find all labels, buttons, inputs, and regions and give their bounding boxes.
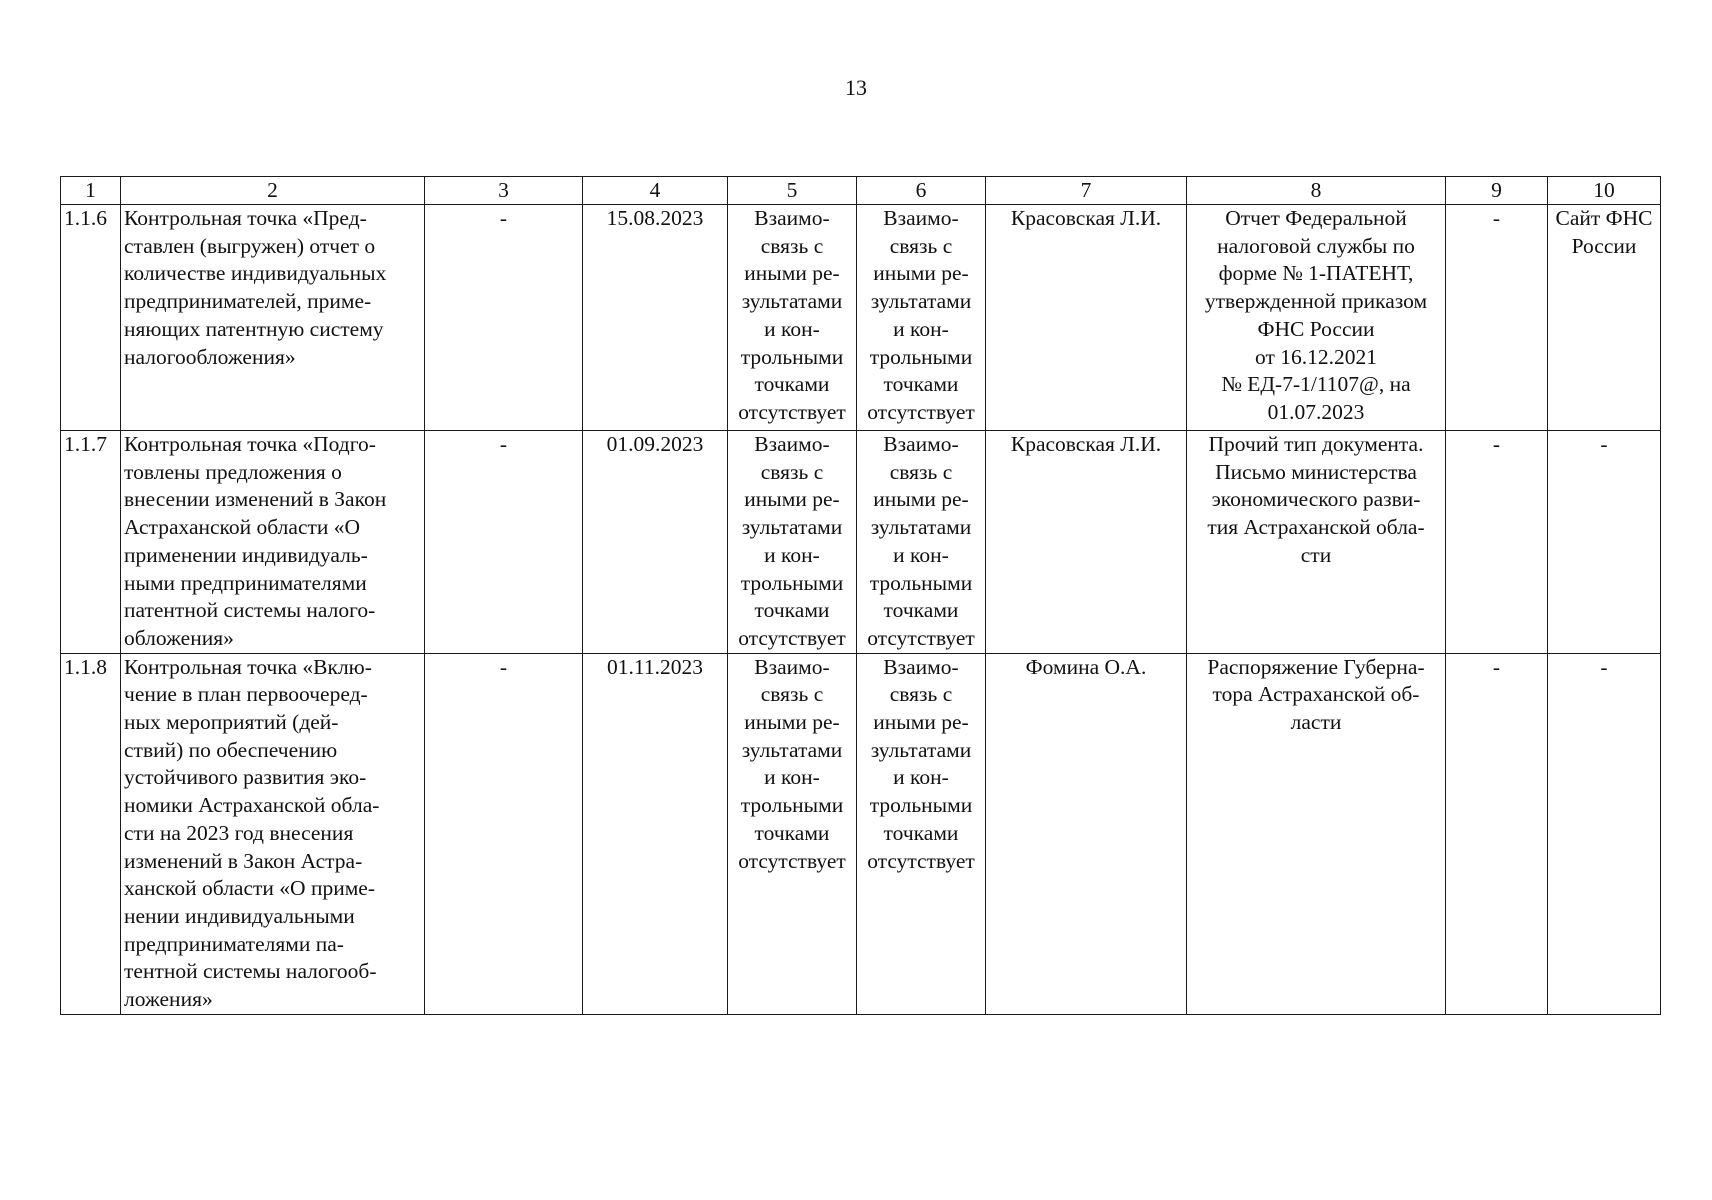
- text-line: Прочий тип документа.: [1208, 432, 1424, 456]
- plan-table: [60, 176, 1661, 1015]
- text-line: ласти: [1290, 710, 1342, 735]
- text-line: зультатами: [870, 737, 972, 762]
- row-description: [121, 653, 425, 1014]
- text-line: России: [1571, 233, 1637, 258]
- text-line: отсутствует: [738, 848, 846, 873]
- text-line: иными ре-: [873, 487, 969, 512]
- row-description: [121, 431, 425, 654]
- text-line: отсутствует: [738, 625, 846, 650]
- text-line: ными предпринимателями: [124, 570, 367, 595]
- text-line: сти: [1300, 542, 1332, 567]
- text-line: применении индивидуаль-: [124, 542, 368, 567]
- cell-col6: [857, 205, 986, 431]
- cell-responsible: Фомина О.А.: [986, 653, 1187, 1014]
- text-line: точками: [754, 372, 830, 397]
- text-line: трольными: [740, 570, 844, 595]
- text-line: Контрольная точка «Вклю-: [124, 654, 372, 679]
- cell-col9: -: [1446, 205, 1548, 431]
- table-row: [61, 205, 1661, 431]
- header-cell: 3: [425, 177, 583, 205]
- cell-col6: [857, 431, 986, 654]
- row-number: 1.1.8: [61, 653, 121, 1014]
- cell-col5: [728, 653, 857, 1014]
- cell-date: 15.08.2023: [583, 205, 728, 431]
- text-line: отсутствует: [867, 399, 975, 424]
- text-line: связь с: [760, 682, 824, 707]
- text-line: отсутствует: [738, 399, 846, 424]
- text-line: Взаимо-: [883, 206, 959, 230]
- text-line: ложения»: [124, 987, 213, 1012]
- cell-col3: -: [425, 431, 583, 654]
- text-line: и кон-: [893, 765, 949, 790]
- text-line: трольными: [869, 793, 973, 818]
- table-row: [61, 653, 1661, 1014]
- text-line: связь с: [889, 459, 953, 484]
- header-cell: 1: [61, 177, 121, 205]
- text-line: от 16.12.2021: [1255, 344, 1377, 369]
- text-line: Взаимо-: [754, 432, 830, 456]
- cell-date: 01.11.2023: [583, 653, 728, 1014]
- text-line: иными ре-: [873, 710, 969, 735]
- text-line: сти на 2023 год внесения: [124, 820, 354, 845]
- row-description: [121, 205, 425, 431]
- text-line: Сайт ФНС: [1555, 206, 1653, 230]
- text-line: трольными: [869, 344, 973, 369]
- cell-document: [1187, 205, 1446, 431]
- page-number: 13: [845, 75, 867, 100]
- cell-col10: [1548, 431, 1661, 654]
- text-line: предпринимателей, приме-: [124, 289, 372, 314]
- text-line: -: [1600, 654, 1608, 679]
- text-line: иными ре-: [744, 710, 840, 735]
- text-line: количестве индивидуальных: [124, 261, 387, 286]
- text-line: изменений в Закон Астра-: [124, 848, 363, 873]
- text-line: Взаимо-: [754, 206, 830, 230]
- header-cell: 9: [1446, 177, 1548, 205]
- cell-col10: [1548, 205, 1661, 431]
- text-line: чение в план первоочеред-: [124, 682, 368, 707]
- cell-responsible: Красовская Л.И.: [986, 205, 1187, 431]
- text-line: ставлен (выгружен) отчет о: [124, 233, 376, 258]
- cell-date: 01.09.2023: [583, 431, 728, 654]
- text-line: № ЕД-7-1/1107@, на: [1221, 372, 1411, 397]
- text-line: экономического разви-: [1211, 487, 1421, 512]
- text-line: тия Астраханской обла-: [1207, 515, 1425, 540]
- header-cell: 4: [583, 177, 728, 205]
- text-line: и кон-: [764, 542, 820, 567]
- header-cell: 5: [728, 177, 857, 205]
- text-line: точками: [883, 372, 959, 397]
- text-line: связь с: [889, 233, 953, 258]
- row-number: 1.1.7: [61, 431, 121, 654]
- text-line: иными ре-: [744, 487, 840, 512]
- text-line: ных мероприятий (дей-: [124, 710, 339, 735]
- text-line: и кон-: [893, 316, 949, 341]
- cell-col3: -: [425, 205, 583, 431]
- text-line: Взаимо-: [883, 432, 959, 456]
- header-cell: 7: [986, 177, 1187, 205]
- text-line: точками: [883, 820, 959, 845]
- text-line: Взаимо-: [883, 654, 959, 679]
- text-line: связь с: [760, 459, 824, 484]
- text-line: трольными: [740, 793, 844, 818]
- text-line: ствий) по обеспечению: [124, 737, 338, 762]
- text-line: форме № 1-ПАТЕНТ,: [1218, 261, 1414, 286]
- text-line: налогообложения»: [124, 344, 296, 369]
- text-line: 01.07.2023: [1267, 399, 1365, 424]
- text-line: иными ре-: [873, 261, 969, 286]
- row-number: 1.1.6: [61, 205, 121, 431]
- text-line: обложения»: [124, 625, 234, 650]
- header-cell: 10: [1548, 177, 1661, 205]
- text-line: зультатами: [870, 289, 972, 314]
- text-line: Отчет Федеральной: [1225, 206, 1407, 230]
- text-line: трольными: [740, 344, 844, 369]
- text-line: устойчивого развития эко-: [124, 765, 367, 790]
- text-line: Письмо министерства: [1215, 459, 1417, 484]
- text-line: зультатами: [870, 515, 972, 540]
- text-line: и кон-: [893, 542, 949, 567]
- header-cell: 2: [121, 177, 425, 205]
- text-line: иными ре-: [744, 261, 840, 286]
- text-line: связь с: [889, 682, 953, 707]
- cell-col3: -: [425, 653, 583, 1014]
- cell-document: [1187, 653, 1446, 1014]
- header-cell: 8: [1187, 177, 1446, 205]
- cell-col5: [728, 205, 857, 431]
- text-line: Контрольная точка «Пред-: [124, 206, 367, 230]
- cell-col9: -: [1446, 431, 1548, 654]
- text-line: нении индивидуальными: [124, 903, 355, 928]
- text-line: предпринимателями па-: [124, 931, 344, 956]
- text-line: налоговой службы по: [1217, 233, 1415, 258]
- header-cell: 6: [857, 177, 986, 205]
- cell-col5: [728, 431, 857, 654]
- text-line: тентной системы налогооб-: [124, 959, 377, 984]
- text-line: точками: [754, 598, 830, 623]
- text-line: Астраханской области «О: [124, 515, 361, 540]
- text-line: патентной системы налого-: [124, 598, 376, 623]
- cell-document: [1187, 431, 1446, 654]
- text-line: зультатами: [741, 737, 843, 762]
- text-line: Взаимо-: [754, 654, 830, 679]
- text-line: Распоряжение Губерна-: [1207, 654, 1425, 679]
- text-line: Контрольная точка «Подго-: [124, 432, 376, 456]
- text-line: ханской области «О приме-: [124, 876, 376, 901]
- text-line: товлены предложения о: [124, 459, 342, 484]
- text-line: отсутствует: [867, 848, 975, 873]
- text-line: трольными: [869, 570, 973, 595]
- text-line: точками: [754, 820, 830, 845]
- text-line: тора Астраханской об-: [1212, 682, 1420, 707]
- text-line: и кон-: [764, 316, 820, 341]
- text-line: зультатами: [741, 289, 843, 314]
- text-line: и кон-: [764, 765, 820, 790]
- text-line: номики Астраханской обла-: [124, 793, 380, 818]
- table-row: [61, 431, 1661, 654]
- text-line: зультатами: [741, 515, 843, 540]
- cell-col9: -: [1446, 653, 1548, 1014]
- text-line: утвержденной приказом: [1204, 289, 1428, 314]
- text-line: отсутствует: [867, 625, 975, 650]
- text-line: няющих патентную систему: [124, 316, 384, 341]
- text-line: внесении изменений в Закон: [124, 487, 387, 512]
- cell-responsible: Красовская Л.И.: [986, 431, 1187, 654]
- cell-col6: [857, 653, 986, 1014]
- text-line: связь с: [760, 233, 824, 258]
- text-line: -: [1600, 432, 1608, 456]
- table-header-row: [61, 177, 1661, 205]
- text-line: ФНС России: [1257, 316, 1375, 341]
- cell-col10: [1548, 653, 1661, 1014]
- text-line: точками: [883, 598, 959, 623]
